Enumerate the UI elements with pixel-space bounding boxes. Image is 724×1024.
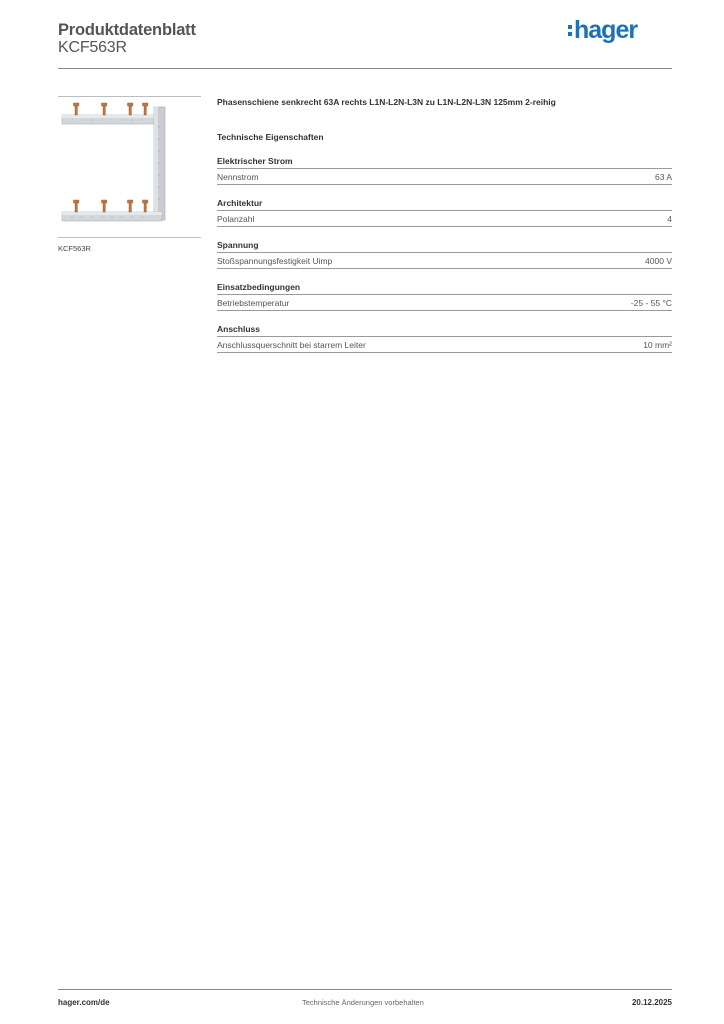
property-value: 10 mm²: [643, 340, 672, 350]
property-group: [217, 155, 672, 185]
property-group-title: Elektrischer Strom: [217, 155, 672, 169]
property-row: [217, 169, 672, 185]
property-row: [217, 295, 672, 311]
header-divider: [58, 68, 672, 69]
property-group: [217, 197, 672, 227]
property-label: Stoßspannungsfestigkeit Uimp: [217, 256, 333, 266]
property-group: [217, 323, 672, 353]
document-title: Produktdatenblatt: [58, 21, 196, 39]
image-caption: KCF563R: [58, 244, 91, 253]
property-label: Nennstrom: [217, 172, 259, 182]
footer-notice: Technische Änderungen vorbehalten: [302, 998, 424, 1007]
property-value: 63 A: [654, 172, 672, 182]
property-group-title: Anschluss: [217, 323, 672, 337]
footer-divider: [58, 989, 672, 990]
svg-text:hager: hager: [574, 16, 638, 44]
hager-logo: [568, 15, 658, 47]
property-group: [217, 239, 672, 269]
property-label: Polanzahl: [217, 214, 255, 224]
property-label: Betriebstemperatur: [217, 298, 290, 308]
property-row: [217, 211, 672, 227]
product-code: KCF563R: [58, 39, 127, 56]
product-description: Phasenschiene senkrecht 63A rechts L1N-L2N-L3N zu L1N-L2N-L3N 125mm 2-reihig: [217, 97, 556, 107]
property-group: [217, 281, 672, 311]
footer-website-link[interactable]: hager.com/de: [58, 998, 110, 1007]
property-value: 4000 V: [645, 256, 672, 266]
product-image: [58, 96, 201, 238]
property-group-title: Spannung: [217, 239, 672, 253]
property-group-title: Architektur: [217, 197, 672, 211]
property-row: [217, 337, 672, 353]
property-row: [217, 253, 672, 269]
product-details: [217, 96, 672, 353]
footer-date: 20.12.2025: [631, 998, 672, 1007]
property-value: 4: [667, 214, 672, 224]
property-group-title: Einsatzbedingungen: [217, 281, 672, 295]
technical-properties-heading: Technische Eigenschaften: [217, 132, 324, 142]
property-label: Anschlussquerschnitt bei starrem Leiter: [217, 340, 366, 350]
property-value: -25 - 55 °C: [630, 298, 672, 308]
